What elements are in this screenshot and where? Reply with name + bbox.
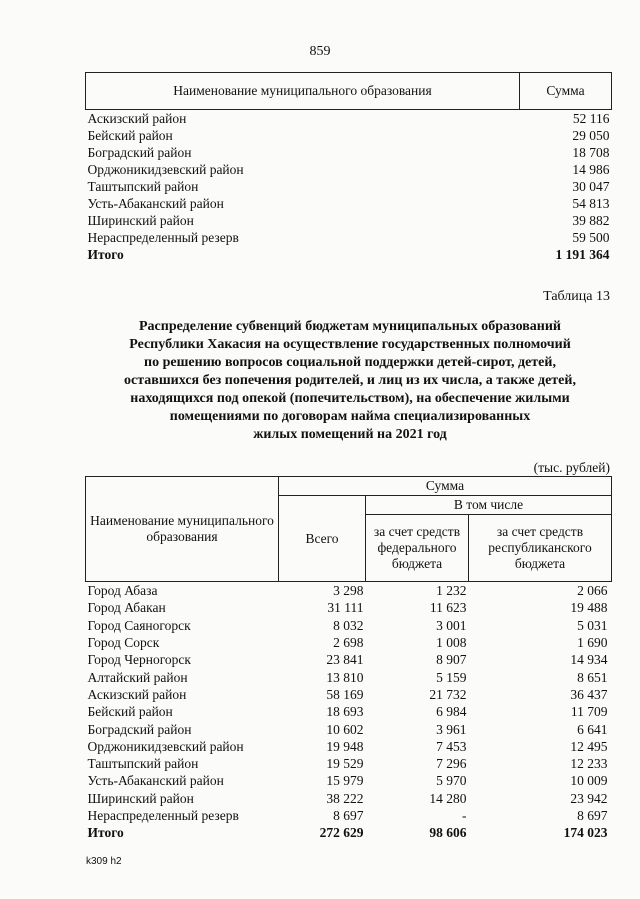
federal-value: 7 296 [436,756,467,772]
federal-value: 8 907 [436,652,467,668]
municipality-name: Нераспределенный резерв [87,808,239,823]
municipality-name: Таштыпский район [87,179,199,194]
table-row [86,144,612,161]
title-line: жилых помещений на 2021 год [253,427,447,442]
municipality-name: Город Абаза [87,583,158,599]
total-value: 3 298 [333,583,364,599]
table-row [86,668,612,685]
republic-value: 1 690 [577,635,608,651]
total-row [86,824,612,841]
republic-value: 14 934 [570,652,608,668]
republic-value: 8 651 [577,669,608,685]
total-value: 38 222 [326,790,364,806]
total-column-header: Всего [279,496,366,582]
table-row [86,651,612,668]
republic-value: 12 233 [570,756,608,772]
table-row [86,738,612,755]
municipality-name: Аскизский район [87,111,187,126]
table-row [86,599,612,616]
republic-value: 10 009 [570,773,608,789]
municipality-name: Орджоникидзевский район [87,162,244,177]
federal-value: 1 008 [436,635,467,651]
federal-value: 7 453 [436,738,467,754]
sum-value: 39 882 [572,213,610,228]
federal-value: 11 623 [429,600,467,616]
total-label: Итого [87,825,124,841]
title-line: Распределение субвенций бюджетам муниципальных образований [139,319,561,334]
title-line: по решению вопросов социальной поддержки детей-сирот, детей, [144,355,556,370]
municipality-name: Аскизский район [87,686,187,702]
municipality-name: Город Саяногорск [87,617,191,633]
municipality-name: Город Черногорск [87,652,191,668]
municipality-name: Бейский район [87,704,173,720]
table-row [86,772,612,789]
sum-value: 18 708 [572,145,610,160]
footer-code: k309 h2 [86,856,122,867]
republic-value: 11 709 [570,704,608,720]
table-number: Таблица 13 [543,289,610,304]
federal-value: 5 159 [436,669,467,685]
municipality-name: Алтайский район [87,669,188,685]
total-value: 19 529 [326,756,364,772]
republic-value: 23 942 [570,790,608,806]
table-row [86,720,612,737]
federal-value: 3 001 [436,617,467,633]
units-label: (тыс. рублей) [533,460,610,475]
sum-column-header: Сумма [520,73,612,110]
table2-body [86,582,612,842]
table1-body [86,110,612,264]
table-row [86,178,612,195]
sum-value: 30 047 [572,179,610,194]
table-row [86,617,612,634]
total-value: 23 841 [326,652,364,668]
total-value: 58 169 [326,686,364,702]
total-value: 10 602 [326,721,364,737]
federal-value: 98 606 [429,825,467,841]
table-row [86,127,612,144]
republic-value: 5 031 [577,617,608,633]
total-value: 31 111 [327,600,364,616]
republic-value: 8 697 [577,808,608,823]
sum-value: 14 986 [572,162,610,177]
municipality-name: Усть-Абаканский район [87,773,224,789]
federal-value: 1 232 [436,583,467,599]
municipality-name: Ширинский район [87,213,194,228]
total-sum: 1 191 364 [555,247,610,262]
republic-column-header: за счет средств республиканского бюджета [469,515,612,582]
federal-value: 21 732 [429,686,467,702]
sum-value: 59 500 [572,230,610,245]
federal-value: 14 280 [429,790,467,806]
municipality-name: Боградский район [87,145,192,160]
municipal-sum-table [85,72,612,263]
municipality-name: Город Сорск [87,635,160,651]
table-row [86,161,612,178]
republic-value: 6 641 [577,721,608,737]
sum-value: 52 116 [572,111,610,126]
title-line: Республики Хакасия на осуществление государственных полномочий [129,337,571,352]
title-line: помещениями по договорам найма специализированных [169,409,531,424]
table-row [86,582,612,600]
table-row [86,110,612,128]
total-value: 13 810 [326,669,364,685]
sum-value: 29 050 [572,128,610,143]
total-value: 18 693 [326,704,364,720]
federal-column-header: за счет средств федерального бюджета [366,515,469,582]
table-row [86,229,612,246]
table-row [86,755,612,772]
table-title [60,318,640,444]
total-row [86,246,612,263]
title-line: оставшихся без попечения родителей, и лиц из их числа, а также детей, [124,373,576,388]
table-row [86,634,612,651]
sum-column-header: Сумма [279,477,612,496]
republic-value: 12 495 [570,738,608,754]
federal-value: 6 984 [436,704,467,720]
municipality-name: Орджоникидзевский район [87,738,244,754]
including-header: В том числе [366,496,612,515]
municipality-name: Усть-Абаканский район [87,196,224,211]
name-column-header: Наименование муниципального образования [86,73,520,110]
municipality-name: Ширинский район [87,790,194,806]
table-row [86,790,612,807]
table-row [86,686,612,703]
sum-value: 54 813 [572,196,610,211]
federal-value: 5 970 [436,773,467,789]
total-label: Итого [87,247,124,262]
total-value: 15 979 [326,773,364,789]
republic-value: 36 437 [570,686,608,702]
federal-value: - [462,808,467,823]
federal-value: 3 961 [436,721,467,737]
total-value: 2 698 [333,635,364,651]
total-value: 19 948 [326,738,364,754]
total-value: 272 629 [319,825,364,841]
republic-value: 174 023 [563,825,608,841]
municipality-name: Нераспределенный резерв [87,230,239,245]
republic-value: 19 488 [570,600,608,616]
municipality-name: Город Абакан [87,600,166,616]
subvention-table [85,476,612,841]
total-value: 8 032 [333,617,364,633]
name-column-header: Наименование муниципального образования [86,477,279,582]
total-value: 8 697 [333,808,364,823]
table-row [86,212,612,229]
municipality-name: Бейский район [87,128,173,143]
page-number: 859 [309,44,331,59]
table-row [86,807,612,824]
municipality-name: Таштыпский район [87,756,199,772]
republic-value: 2 066 [577,583,608,599]
table-row [86,195,612,212]
municipality-name: Боградский район [87,721,192,737]
title-line: находящихся под опекой (попечительством), на обеспечение жилыми [130,391,570,406]
table-row [86,703,612,720]
